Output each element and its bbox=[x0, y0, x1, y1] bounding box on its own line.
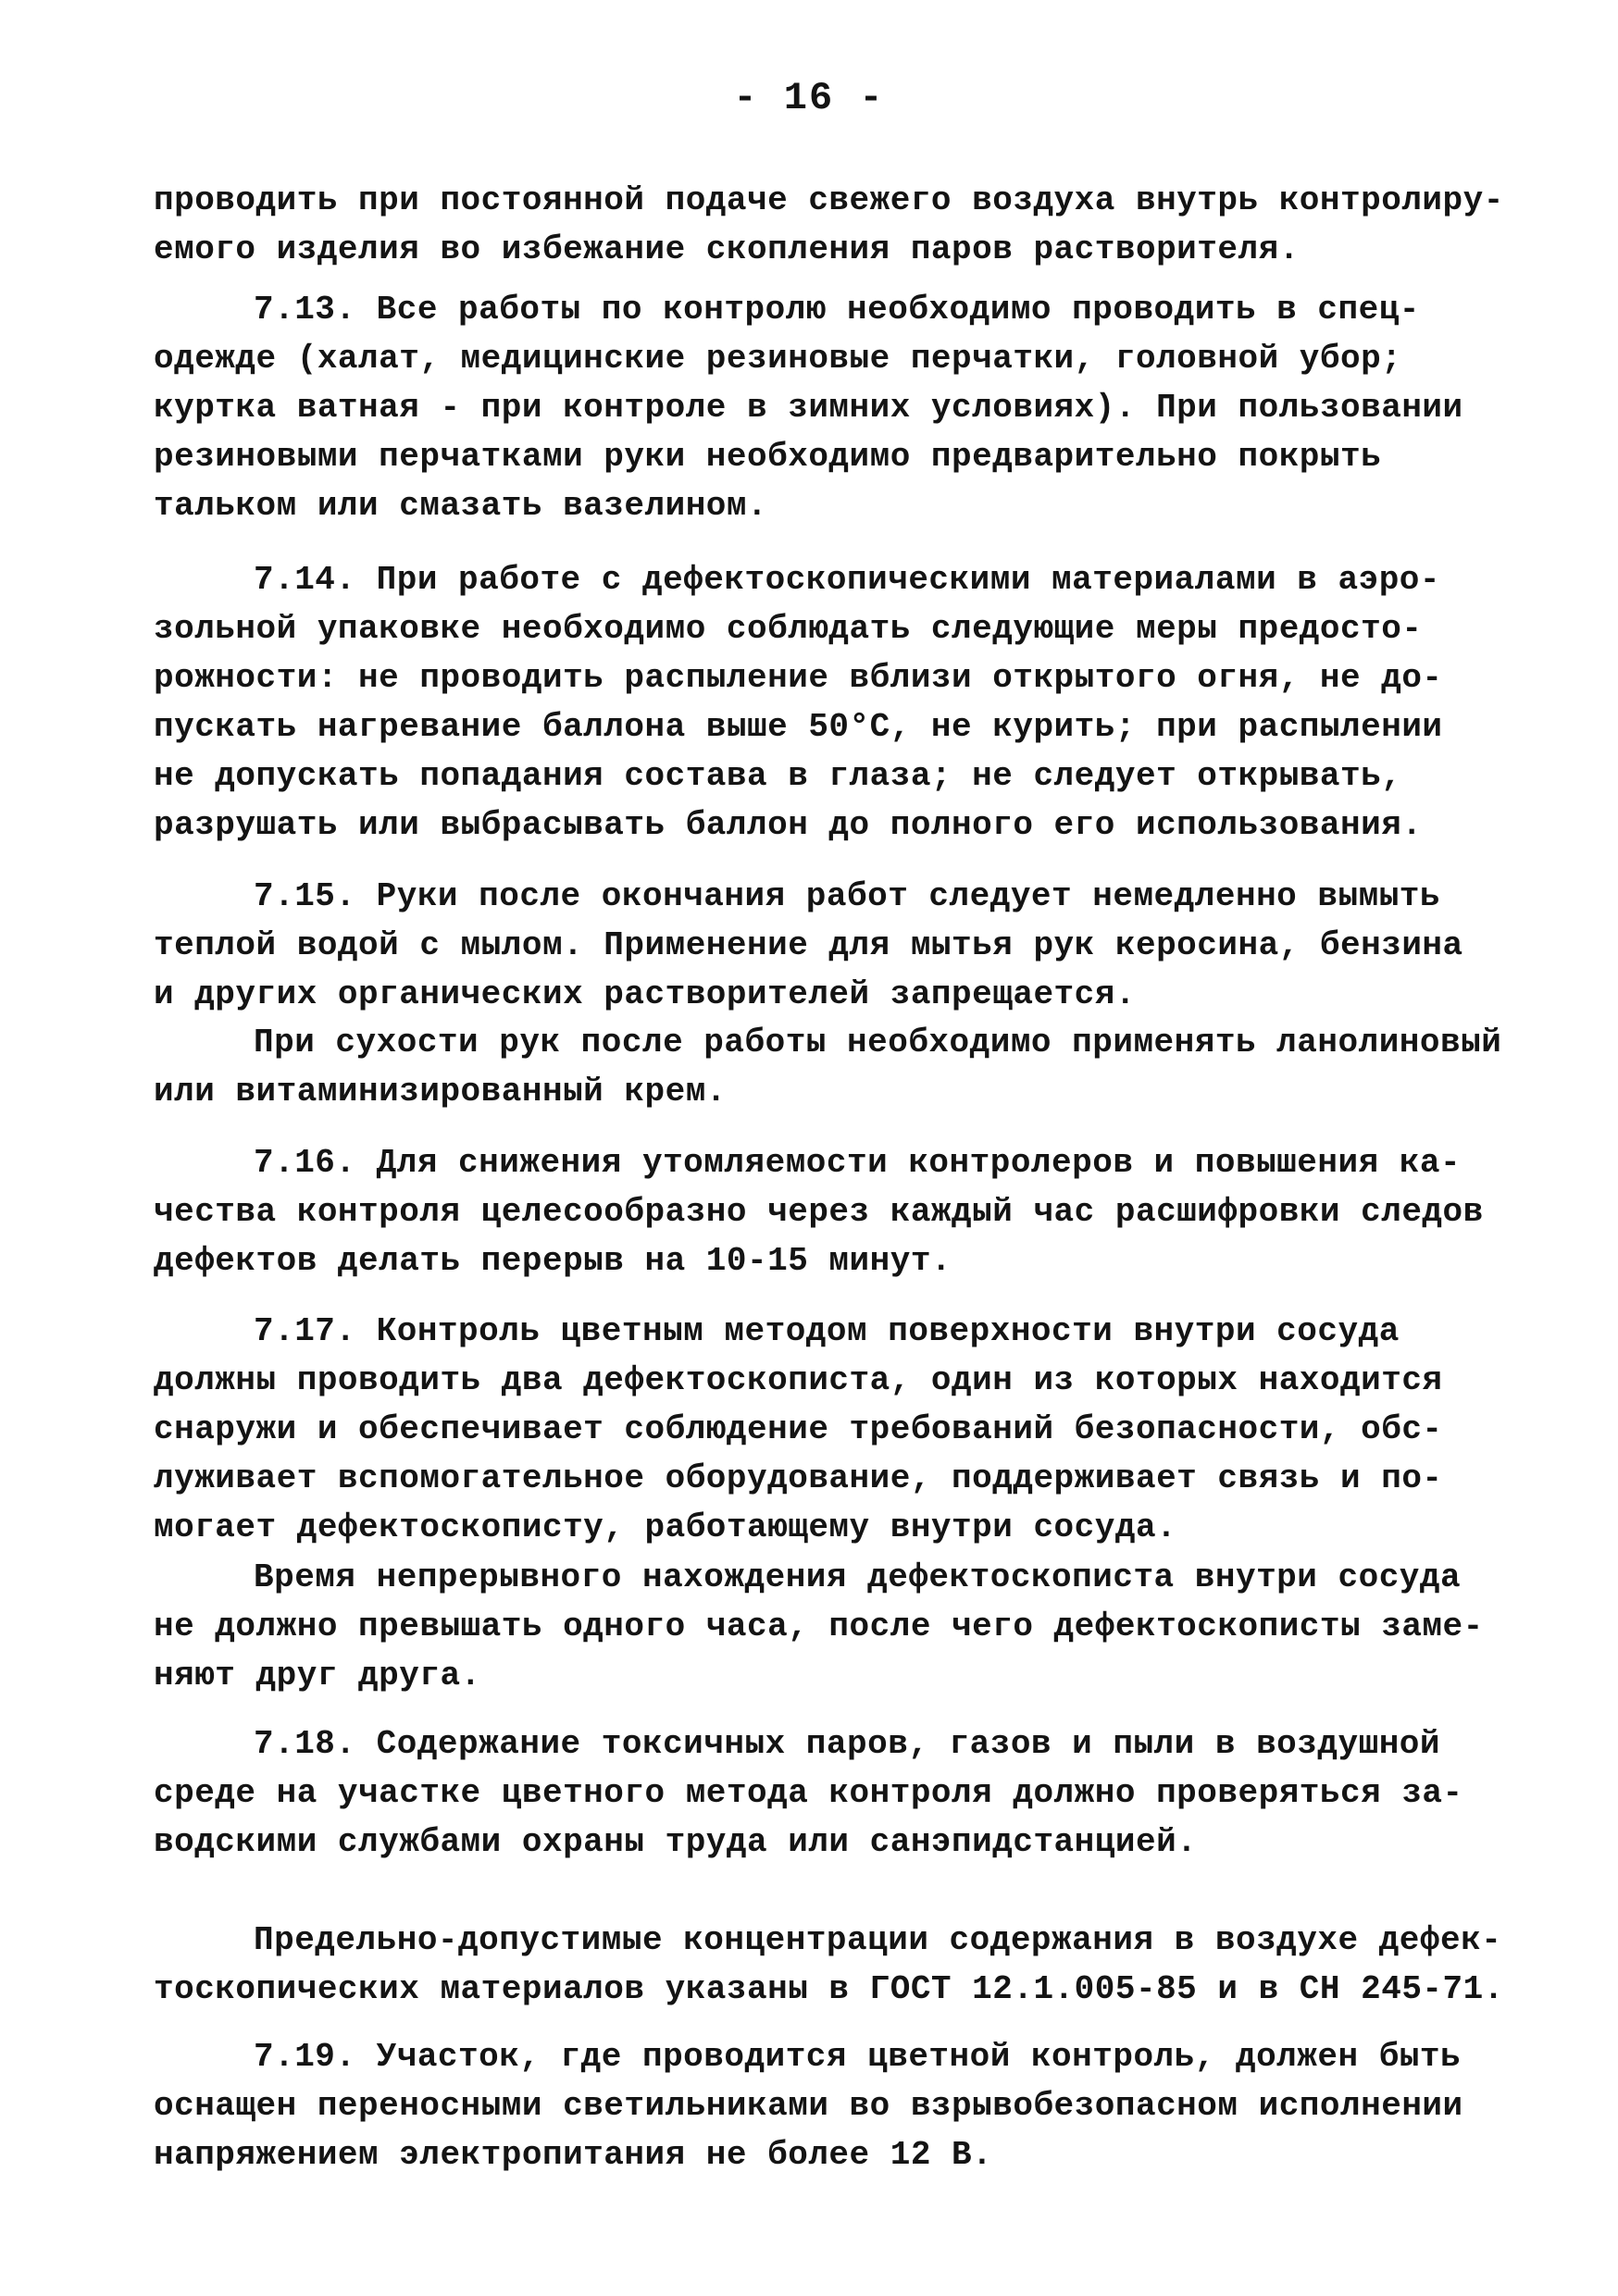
text-line: не допускать попадания состава в глаза; не следует открывать, bbox=[154, 757, 1402, 795]
text-line: 7.17. Контроль цветным методом поверхности внутри сосуда bbox=[254, 1312, 1400, 1350]
text-line: Время непрерывного нахождения дефектоскописта внутри сосуда bbox=[254, 1558, 1462, 1596]
text-line: одежде (халат, медицинские резиновые перчатки, головной убор; bbox=[154, 340, 1402, 378]
text-line: 7.13. Все работы по контролю необходимо проводить в спец- bbox=[254, 291, 1420, 329]
paragraph-7-17-note bbox=[154, 1553, 1514, 1700]
text-line: При сухости рук после работы необходимо применять ланолиновый bbox=[254, 1024, 1502, 1061]
text-line: должны проводить два дефектоскописта, один из которых находится bbox=[154, 1361, 1443, 1399]
paragraph-7-19 bbox=[154, 2032, 1514, 2179]
text-line: или витаминизированный крем. bbox=[154, 1073, 727, 1111]
text-line: тоскопических материалов указаны в ГОСТ 12.1.005-85 и в СН 245-71. bbox=[154, 1970, 1504, 2008]
text-line: зольной упаковке необходимо соблюдать следующие меры предосто- bbox=[154, 610, 1423, 648]
text-line: 7.15. Руки после окончания работ следует немедленно вымыть bbox=[254, 877, 1441, 915]
paragraph-7-16 bbox=[154, 1138, 1514, 1285]
page-number: - 16 - bbox=[733, 76, 885, 120]
text-line: дефектов делать перерыв на 10-15 минут. bbox=[154, 1242, 952, 1280]
text-line: могает дефектоскописту, работающему внутри сосуда. bbox=[154, 1508, 1177, 1546]
text-line: Предельно-допустимые концентрации содержания в воздухе дефек- bbox=[254, 1921, 1502, 1959]
text-line: водскими службами охраны труда или санэпидстанцией. bbox=[154, 1823, 1198, 1861]
paragraph-7-17 bbox=[154, 1307, 1514, 1552]
text-line: 7.16. Для снижения утомляемости контролеров и повышения ка- bbox=[254, 1144, 1462, 1182]
paragraph-continuation bbox=[154, 176, 1514, 274]
text-line: пускать нагревание баллона выше 50°С, не курить; при распылении bbox=[154, 708, 1443, 746]
text-line: оснащен переносными светильниками во взрывобезопасном исполнении bbox=[154, 2087, 1463, 2125]
paragraph-7-18-note bbox=[154, 1916, 1514, 2014]
text-line: емого изделия во избежание скопления паров растворителя. bbox=[154, 230, 1300, 268]
text-line: тальком или смазать вазелином. bbox=[154, 487, 768, 525]
text-line: и других органических растворителей запрещается. bbox=[154, 975, 1136, 1013]
text-line: среде на участке цветного метода контроля должно проверяться за- bbox=[154, 1774, 1463, 1812]
text-line: теплой водой с мылом. Применение для мытья рук керосина, бензина bbox=[154, 926, 1463, 964]
text-line: куртка ватная - при контроле в зимних условиях). При пользовании bbox=[154, 389, 1463, 427]
paragraph-7-15-note bbox=[154, 1018, 1514, 1116]
text-line: 7.19. Участок, где проводится цветной контроль, должен быть bbox=[254, 2038, 1462, 2076]
text-line: рожности: не проводить распыление вблизи открытого огня, не до- bbox=[154, 659, 1443, 697]
text-line: 7.14. При работе с дефектоскопическими материалами в аэро- bbox=[254, 561, 1441, 599]
text-line: проводить при постоянной подаче свежего воздуха внутрь контролиру- bbox=[154, 181, 1504, 219]
paragraph-7-15 bbox=[154, 872, 1514, 1019]
text-line: резиновыми перчатками руки необходимо предварительно покрыть bbox=[154, 438, 1382, 476]
paragraph-7-14 bbox=[154, 555, 1514, 850]
text-line: не должно превышать одного часа, после чего дефектоскописты заме- bbox=[154, 1607, 1484, 1645]
paragraph-7-13 bbox=[154, 285, 1514, 530]
paragraph-7-18 bbox=[154, 1719, 1514, 1867]
text-line: няют друг друга. bbox=[154, 1657, 481, 1694]
text-line: луживает вспомогательное оборудование, поддерживает связь и по- bbox=[154, 1459, 1443, 1497]
text-line: снаружи и обеспечивает соблюдение требований безопасности, обс- bbox=[154, 1410, 1443, 1448]
text-line: разрушать или выбрасывать баллон до полного его использования. bbox=[154, 806, 1423, 844]
text-line: напряжением электропитания не более 12 В. bbox=[154, 2136, 993, 2174]
text-line: 7.18. Содержание токсичных паров, газов и пыли в воздушной bbox=[254, 1725, 1441, 1763]
text-line: чества контроля целесообразно через каждый час расшифровки следов bbox=[154, 1193, 1484, 1231]
